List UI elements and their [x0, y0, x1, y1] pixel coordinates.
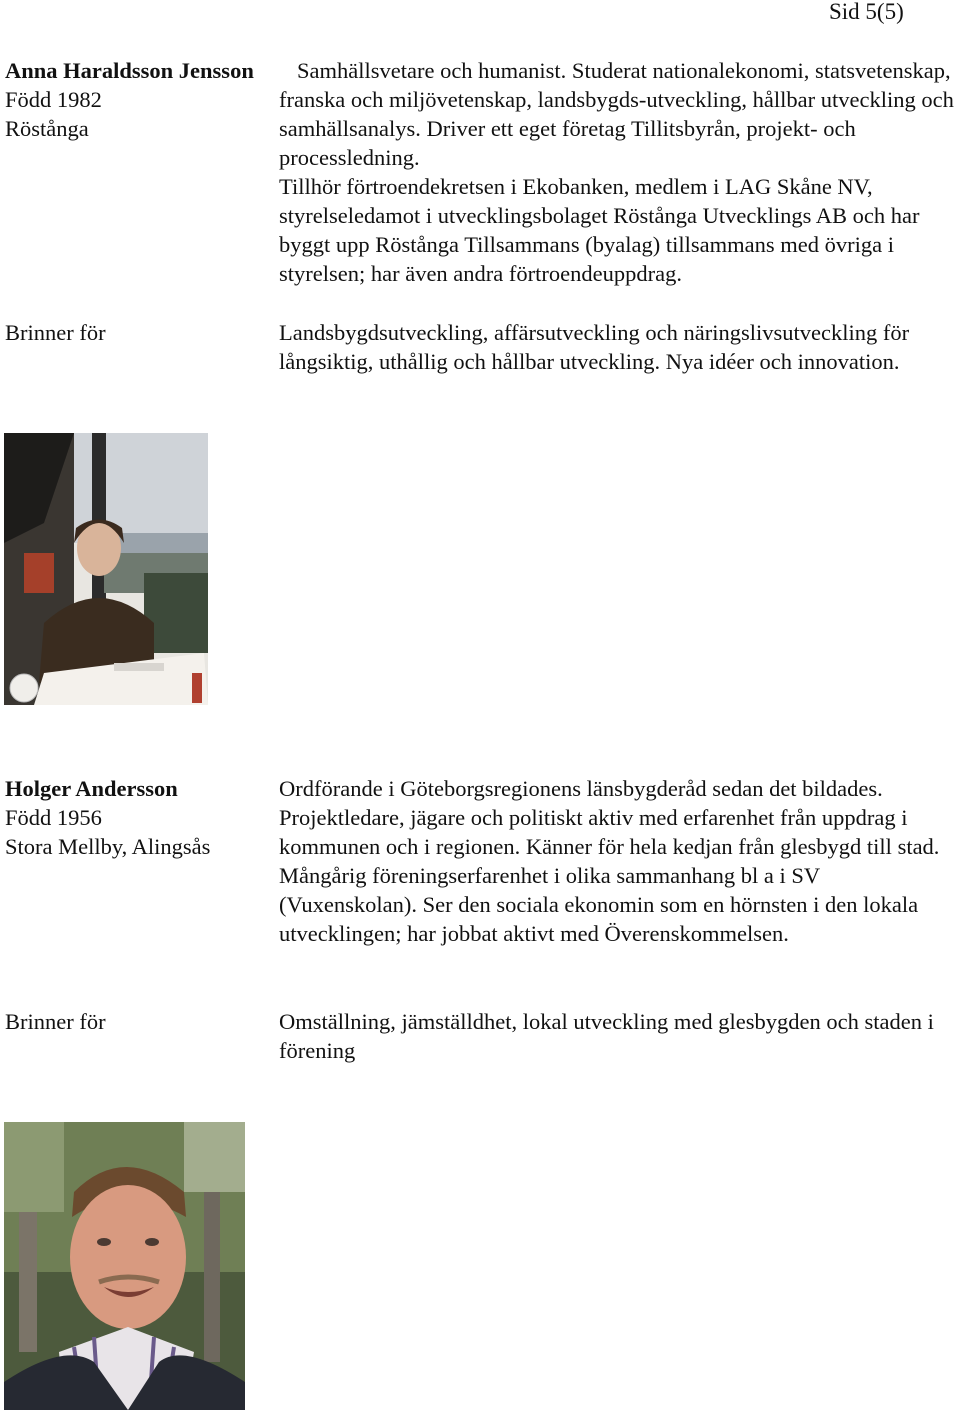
person-place: Röstånga: [5, 116, 89, 141]
person-bio: [279, 56, 959, 288]
passion-text: Landsbygdsutveckling, affärsutveckling och näringslivsutveckling för långsiktig, uthållig och hållbar utveckling. Nya idéer och innovation.: [279, 320, 910, 374]
person-name: Anna Haraldsson Jensson: [5, 58, 254, 83]
page-number: Sid 5(5): [829, 0, 904, 24]
person-bio: [279, 774, 959, 948]
passion-label: Brinner för: [5, 1009, 106, 1034]
bio-paragraph: Samhällsvetare och humanist. Studerat nationalekonomi, statsvetenskap, franska och miljövetenskap, landsbygds-utveckling, hållbar utveckling och samhällsanalys. Driver ett eget företag Tillitsbyrån, projekt- och processledning.: [279, 58, 954, 170]
person-info: [5, 56, 254, 143]
person-born: Född 1982: [5, 87, 102, 112]
person-info: [5, 774, 210, 861]
photo-holger: [4, 1122, 245, 1410]
person-name: Holger Andersson: [5, 776, 178, 801]
passion-label: Brinner för: [5, 320, 106, 345]
passion-text: Omställning, jämställdhet, lokal utveckling med glesbygden och staden i förening: [279, 1009, 934, 1063]
photo-anna: [4, 433, 208, 705]
person-born: Född 1956: [5, 805, 102, 830]
person-place: Stora Mellby, Alingsås: [5, 834, 211, 859]
bio-paragraph: Tillhör förtroendekretsen i Ekobanken, medlem i LAG Skåne NV, styrelseledamot i utvecklingsbolaget Röstånga Utvecklings AB och har byggt upp Röstånga Tillsammans (byalag) tillsammans med övriga i styrelsen; har även andra förtroendeuppdrag.: [279, 174, 920, 286]
bio-paragraph: Ordförande i Göteborgsregionens länsbygderåd sedan det bildades. Projektledare, jägare och politiskt aktiv med erfarenhet från uppdrag i kommunen och i regionen. Känner för hela kedjan från glesbygd till stad. Mångårig föreningserfarenhet i olika sammanhang bl a i SV (Vuxenskolan). Ser den sociala ekonomin som en hörnsten i den lokala utvecklingen; har jobbat aktivt med Överenskommelsen.: [279, 776, 940, 946]
